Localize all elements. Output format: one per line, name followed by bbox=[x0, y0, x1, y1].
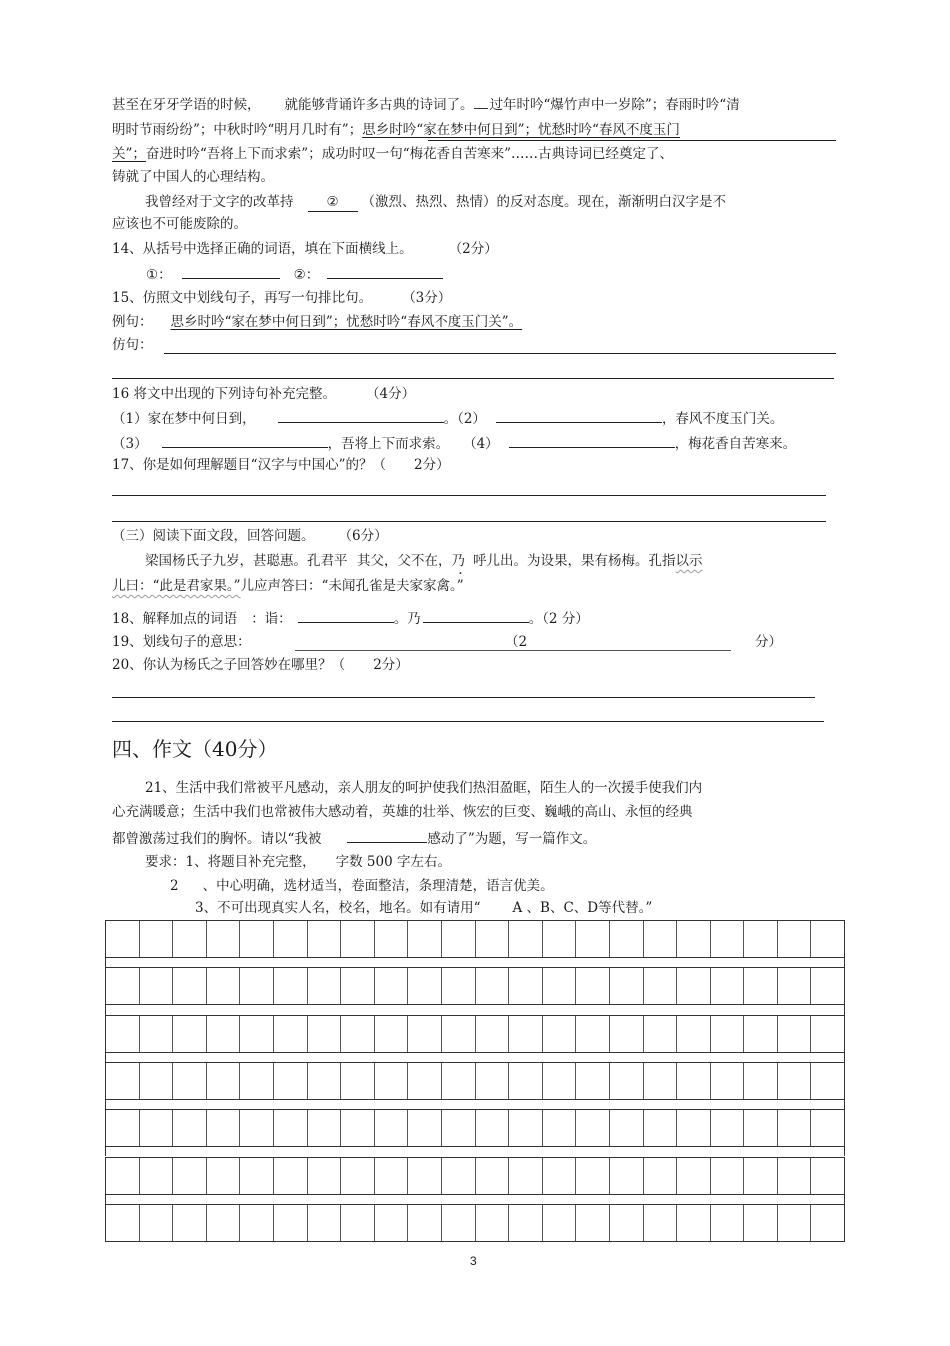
grid-cell[interactable] bbox=[308, 968, 342, 1004]
grid-cell[interactable] bbox=[811, 1110, 844, 1146]
score: （3分） bbox=[402, 290, 452, 306]
requirement-text: A 、B、C、D等代替。” bbox=[512, 900, 653, 916]
answer-blank-nai[interactable] bbox=[423, 608, 529, 623]
grid-cell[interactable] bbox=[576, 1063, 610, 1099]
essay-prompt-line-2: 心充满暖意；生活中我们也常被伟大感动着，英雄的壮举、恢宏的巨变、巍峨的高山、永恒的经典 bbox=[112, 804, 693, 820]
grid-row bbox=[105, 1015, 845, 1053]
grid-cell[interactable] bbox=[308, 1110, 342, 1146]
grid-cell[interactable] bbox=[543, 1063, 577, 1099]
grid-cell[interactable] bbox=[207, 1063, 241, 1099]
reading-text: 呼儿出。为设果，果有杨梅。孔指 bbox=[473, 553, 676, 569]
grid-cell[interactable] bbox=[644, 1063, 678, 1099]
reading-passage-line-1 bbox=[145, 552, 733, 570]
grid-cell[interactable] bbox=[240, 1205, 274, 1241]
grid-row bbox=[105, 1062, 845, 1100]
essay-prompt-line-1: 21、生活中我们常被平凡感动，亲人朋友的呵护使我们热泪盈眶，陌生人的一次援手使我们内 bbox=[145, 780, 703, 796]
grid-cell[interactable] bbox=[811, 968, 844, 1004]
answer-blank-2[interactable] bbox=[327, 264, 443, 279]
grid-cell[interactable] bbox=[274, 1158, 308, 1194]
grid-cell[interactable] bbox=[778, 921, 812, 957]
passage-text: 过年时吟“爆竹声中一岁除”；春雨时吟“清 bbox=[489, 97, 740, 113]
grid-cell[interactable] bbox=[610, 1016, 644, 1052]
grid-cell[interactable] bbox=[274, 1110, 308, 1146]
score: （2分） bbox=[448, 241, 498, 257]
requirement-1 bbox=[145, 853, 451, 871]
grid-cell[interactable] bbox=[644, 921, 678, 957]
grid-cell[interactable] bbox=[173, 1205, 207, 1241]
grid-cell[interactable] bbox=[106, 921, 140, 957]
grid-cell[interactable] bbox=[543, 1205, 577, 1241]
question-text: 17、你是如何理解题目“汉字与中国心”的？（ bbox=[112, 457, 386, 473]
answer-blank[interactable] bbox=[278, 408, 444, 423]
grid-cell[interactable] bbox=[140, 1158, 174, 1194]
grid-cell[interactable] bbox=[106, 968, 140, 1004]
grid-cell[interactable] bbox=[543, 1016, 577, 1052]
passage-line-1 bbox=[112, 96, 740, 114]
item-label: （1）家在梦中何日到， bbox=[112, 411, 256, 427]
label: 。乃 bbox=[393, 611, 421, 627]
grid-cell[interactable] bbox=[543, 1158, 577, 1194]
grid-cell[interactable] bbox=[308, 1205, 342, 1241]
example-sentence: 思乡时吟“家在梦中何日到”；忧愁时吟“春风不度玉门关”。 bbox=[170, 314, 523, 330]
grid-cell[interactable] bbox=[140, 1205, 174, 1241]
grid-cell[interactable] bbox=[778, 1016, 812, 1052]
section-4-heading: 四、作文（40分） bbox=[112, 737, 278, 761]
grid-row-gap bbox=[105, 1147, 845, 1156]
prompt-text: 感动了”为题，写一篇作文。 bbox=[427, 831, 597, 847]
title-blank[interactable] bbox=[347, 828, 427, 843]
requirement-2 bbox=[170, 877, 554, 895]
question-text: 19、划线句子的意思： bbox=[112, 634, 251, 650]
grid-cell[interactable] bbox=[308, 1063, 342, 1099]
grid-cell[interactable] bbox=[677, 1205, 711, 1241]
grid-cell[interactable] bbox=[207, 968, 241, 1004]
grid-cell[interactable] bbox=[341, 1016, 375, 1052]
grid-cell[interactable] bbox=[173, 968, 207, 1004]
score: （6分） bbox=[338, 528, 388, 544]
answer-line[interactable] bbox=[112, 495, 826, 496]
grid-cell[interactable] bbox=[509, 1110, 543, 1146]
grid-cell[interactable] bbox=[274, 1205, 308, 1241]
grid-cell[interactable] bbox=[207, 1016, 241, 1052]
passage-text: 我曾经对于文字的改革持 bbox=[145, 194, 294, 210]
grid-cell[interactable] bbox=[207, 1158, 241, 1194]
grid-cell[interactable] bbox=[408, 921, 442, 957]
grid-cell[interactable] bbox=[576, 1205, 610, 1241]
section-title: （三）阅读下面文段，回答问题。 bbox=[112, 528, 315, 544]
answer-label-2: ②： bbox=[293, 267, 320, 283]
grid-cell[interactable] bbox=[610, 921, 644, 957]
grid-cell[interactable] bbox=[476, 968, 510, 1004]
grid-cell[interactable] bbox=[274, 1063, 308, 1099]
grid-cell[interactable] bbox=[744, 1205, 778, 1241]
grid-cell[interactable] bbox=[576, 921, 610, 957]
passage-line-6: 应该也不可能废除的。 bbox=[112, 216, 247, 232]
answer-line[interactable] bbox=[112, 378, 834, 379]
grid-cell[interactable] bbox=[644, 1205, 678, 1241]
grid-cell[interactable] bbox=[811, 1158, 844, 1194]
grid-row bbox=[105, 920, 845, 958]
grid-row bbox=[105, 967, 845, 1005]
grid-cell[interactable] bbox=[140, 1063, 174, 1099]
passage-text: 明时节雨纷纷”；中秋时吟“明月几时有”； bbox=[112, 122, 363, 138]
question-text: 18、解释加点的词语 bbox=[112, 611, 238, 627]
grid-cell[interactable] bbox=[308, 1016, 342, 1052]
grid-cell[interactable] bbox=[106, 1205, 140, 1241]
grid-cell[interactable] bbox=[240, 1063, 274, 1099]
wavy-underlined-sentence: 以示 bbox=[675, 553, 703, 569]
grid-cell[interactable] bbox=[811, 1205, 844, 1241]
grid-cell[interactable] bbox=[375, 1110, 409, 1146]
wavy-underlined-sentence: 儿曰：“此是君家果。” bbox=[112, 578, 241, 594]
grid-cell[interactable] bbox=[140, 968, 174, 1004]
grid-cell[interactable] bbox=[677, 1063, 711, 1099]
grid-cell[interactable] bbox=[677, 1110, 711, 1146]
section-3-heading bbox=[112, 527, 388, 545]
grid-cell[interactable] bbox=[375, 921, 409, 957]
blank-2[interactable]: ② bbox=[308, 193, 358, 212]
grid-cell[interactable] bbox=[106, 1158, 140, 1194]
underlined-sentence-end: 关”； bbox=[112, 146, 146, 162]
answer-blank[interactable] bbox=[496, 408, 662, 423]
grid-row-gap bbox=[105, 1005, 845, 1014]
grid-cell[interactable] bbox=[240, 968, 274, 1004]
grid-row bbox=[105, 1109, 845, 1147]
grid-cell[interactable] bbox=[811, 921, 844, 957]
item-label: （4） bbox=[463, 436, 499, 452]
grid-cell[interactable] bbox=[778, 968, 812, 1004]
grid-row-gap bbox=[105, 1195, 845, 1204]
essay-prompt-line-3 bbox=[112, 828, 596, 848]
question-17 bbox=[112, 456, 450, 474]
grid-row-gap bbox=[105, 1100, 845, 1109]
grid-cell[interactable] bbox=[442, 1110, 476, 1146]
grid-cell[interactable] bbox=[509, 921, 543, 957]
answer-line[interactable] bbox=[112, 697, 815, 698]
grid-cell[interactable] bbox=[711, 1110, 745, 1146]
requirement-3 bbox=[195, 899, 652, 917]
grid-cell[interactable] bbox=[576, 968, 610, 1004]
grid-cell[interactable] bbox=[744, 1110, 778, 1146]
grid-cell[interactable] bbox=[744, 921, 778, 957]
grid-cell[interactable] bbox=[509, 1063, 543, 1099]
grid-cell[interactable] bbox=[408, 1205, 442, 1241]
grid-cell[interactable] bbox=[610, 1205, 644, 1241]
grid-cell[interactable] bbox=[240, 1158, 274, 1194]
question-16 bbox=[112, 385, 415, 403]
grid-cell[interactable] bbox=[442, 1063, 476, 1099]
grid-cell[interactable] bbox=[408, 1016, 442, 1052]
requirement-text: 3、不可出现真实人名，校名，地名。如有请用“ bbox=[195, 900, 481, 916]
passage-text: 甚至在牙牙学语的时候， bbox=[112, 97, 261, 113]
grid-cell[interactable] bbox=[173, 1158, 207, 1194]
item-label: （2） bbox=[457, 411, 486, 427]
answer-blank-yi[interactable] bbox=[298, 608, 394, 623]
page-number: 3 bbox=[470, 1254, 477, 1268]
item-end: ，春风不度玉门关。 bbox=[661, 411, 784, 427]
passage-line-2 bbox=[112, 121, 690, 139]
item-end: ，梅花香自苦寒来。 bbox=[674, 436, 797, 452]
grid-cell[interactable] bbox=[408, 1063, 442, 1099]
grid-cell[interactable] bbox=[476, 1016, 510, 1052]
grid-row-gap bbox=[105, 958, 845, 967]
grid-cell[interactable] bbox=[173, 921, 207, 957]
grid-cell[interactable] bbox=[811, 1016, 844, 1052]
grid-cell[interactable] bbox=[509, 968, 543, 1004]
requirement-text: 字数 500 字左右。 bbox=[335, 854, 451, 870]
answer-line[interactable] bbox=[164, 353, 836, 354]
grid-cell[interactable] bbox=[476, 1063, 510, 1099]
answer-blank[interactable] bbox=[509, 433, 675, 448]
grid-cell[interactable] bbox=[106, 1016, 140, 1052]
grid-cell[interactable] bbox=[744, 968, 778, 1004]
grid-cell[interactable] bbox=[408, 1110, 442, 1146]
grid-cell[interactable] bbox=[543, 921, 577, 957]
grid-cell[interactable] bbox=[711, 1205, 745, 1241]
reading-text: 儿应声答曰：“未闻孔雀是夫家家禽。” bbox=[240, 578, 464, 594]
grid-cell[interactable] bbox=[476, 1110, 510, 1146]
grid-cell[interactable] bbox=[442, 1158, 476, 1194]
grid-cell[interactable] bbox=[442, 968, 476, 1004]
question-15 bbox=[112, 289, 451, 307]
grid-cell[interactable] bbox=[476, 1205, 510, 1241]
grid-cell[interactable] bbox=[509, 1158, 543, 1194]
grid-cell[interactable] bbox=[610, 968, 644, 1004]
grid-cell[interactable] bbox=[509, 1205, 543, 1241]
question-14 bbox=[112, 240, 498, 258]
answer-blank-1[interactable] bbox=[182, 264, 280, 279]
grid-cell[interactable] bbox=[140, 1110, 174, 1146]
question-16-row-2 bbox=[112, 433, 796, 453]
grid-cell[interactable] bbox=[240, 1016, 274, 1052]
passage-line-4: 铸就了中国人的心理结构。 bbox=[112, 169, 274, 185]
grid-cell[interactable] bbox=[644, 1016, 678, 1052]
score: 2分） bbox=[373, 657, 409, 673]
grid-row bbox=[105, 1204, 845, 1242]
grid-cell[interactable] bbox=[173, 1110, 207, 1146]
passage-line-3 bbox=[112, 145, 673, 163]
grid-row-gap bbox=[105, 1053, 845, 1062]
grid-cell[interactable] bbox=[341, 1205, 375, 1241]
grid-cell[interactable] bbox=[341, 1158, 375, 1194]
passage-text: 奋进时吟“吾将上下而求索”；成功时叹一句“梅花香自苦寒来”……古典诗词已经奠定了、 bbox=[145, 146, 674, 162]
grid-cell[interactable] bbox=[375, 1158, 409, 1194]
grid-cell[interactable] bbox=[375, 1016, 409, 1052]
grid-cell[interactable] bbox=[408, 1158, 442, 1194]
dotted-word-yi bbox=[348, 553, 362, 569]
grid-cell[interactable] bbox=[341, 1063, 375, 1099]
underlined-sentence: 思乡时吟“家在梦中何日到”；忧愁时吟“春风不度玉门 bbox=[362, 122, 680, 138]
answer-blank[interactable] bbox=[162, 433, 328, 448]
requirement-text: 、中心明确，选材适当，卷面整洁，条理清楚，语言优美。 bbox=[202, 878, 554, 894]
grid-cell[interactable] bbox=[106, 1063, 140, 1099]
item-label: （3） bbox=[112, 436, 148, 452]
grid-cell[interactable] bbox=[140, 921, 174, 957]
question-text: 16 将文中出现的下列诗句补充完整。 bbox=[112, 386, 336, 402]
grid-cell[interactable] bbox=[274, 1016, 308, 1052]
grid-cell[interactable] bbox=[811, 1063, 844, 1099]
score: （4分） bbox=[365, 386, 416, 402]
grid-cell[interactable] bbox=[408, 968, 442, 1004]
grid-cell[interactable] bbox=[173, 1063, 207, 1099]
grid-cell[interactable] bbox=[442, 921, 476, 957]
dotted-word-nai: 乃 bbox=[451, 553, 465, 569]
grid-cell[interactable] bbox=[576, 1016, 610, 1052]
grid-cell[interactable] bbox=[341, 968, 375, 1004]
requirement-number: 2 bbox=[170, 878, 179, 894]
question-text: 20、你认为杨氏之子回答妙在哪里？（ bbox=[112, 657, 346, 673]
grid-cell[interactable] bbox=[644, 1158, 678, 1194]
grid-cell[interactable] bbox=[644, 1110, 678, 1146]
grid-cell[interactable] bbox=[442, 1205, 476, 1241]
grid-cell[interactable] bbox=[375, 1063, 409, 1099]
question-19 bbox=[112, 633, 251, 651]
prompt-text: 都曾激荡过我们的胸怀。请以“我被 bbox=[112, 831, 322, 847]
answer-line[interactable] bbox=[112, 721, 824, 722]
grid-cell[interactable] bbox=[711, 1158, 745, 1194]
grid-cell[interactable] bbox=[308, 1158, 342, 1194]
question-16-row-1 bbox=[112, 408, 783, 428]
question-15-example bbox=[112, 313, 536, 331]
passage-text: 就能够背诵许多古典的诗词了。 bbox=[284, 97, 474, 113]
grid-cell[interactable] bbox=[341, 1110, 375, 1146]
grid-cell[interactable] bbox=[375, 968, 409, 1004]
grid-cell[interactable] bbox=[778, 1158, 812, 1194]
reading-text: 梁国杨氏子九岁，甚聪惠。孔君平 bbox=[145, 553, 348, 569]
grid-cell[interactable] bbox=[677, 1158, 711, 1194]
grid-cell[interactable] bbox=[677, 968, 711, 1004]
question-text: 14、从括号中选择正确的词语，填在下面横线上。 bbox=[112, 241, 413, 257]
label: ：诣： bbox=[251, 611, 292, 627]
grid-cell[interactable] bbox=[240, 1110, 274, 1146]
reading-text: 其父，父不在， bbox=[357, 553, 452, 569]
grid-cell[interactable] bbox=[778, 1063, 812, 1099]
grid-cell[interactable] bbox=[778, 1110, 812, 1146]
grid-cell[interactable] bbox=[509, 1016, 543, 1052]
score: （2 bbox=[505, 634, 528, 650]
grid-cell[interactable] bbox=[711, 921, 745, 957]
grid-cell[interactable] bbox=[711, 968, 745, 1004]
grid-cell[interactable] bbox=[543, 1110, 577, 1146]
example-label: 例句： bbox=[112, 314, 153, 330]
grid-cell[interactable] bbox=[711, 1063, 745, 1099]
passage-text: （激烈、热烈、热情）的反对态度。现在，渐渐明白汉字是不 bbox=[361, 194, 726, 210]
grid-cell[interactable] bbox=[610, 1063, 644, 1099]
question-14-answers bbox=[146, 264, 443, 284]
reading-passage-line-2 bbox=[112, 577, 464, 595]
punct: 。 bbox=[443, 411, 458, 427]
imitate-label: 仿句： bbox=[112, 337, 153, 353]
grid-cell[interactable] bbox=[442, 1016, 476, 1052]
question-18 bbox=[112, 608, 589, 628]
grid-cell[interactable] bbox=[644, 968, 678, 1004]
item-end: ，吾将上下而求索。 bbox=[327, 436, 450, 452]
grid-cell[interactable] bbox=[543, 968, 577, 1004]
question-20 bbox=[112, 656, 409, 674]
score: 分） bbox=[755, 634, 782, 650]
score: 。（2 分） bbox=[528, 611, 589, 627]
grid-cell[interactable] bbox=[610, 1110, 644, 1146]
grid-cell[interactable] bbox=[173, 1016, 207, 1052]
grid-cell[interactable] bbox=[207, 1205, 241, 1241]
grid-cell[interactable] bbox=[778, 1205, 812, 1241]
grid-cell[interactable] bbox=[476, 921, 510, 957]
grid-cell[interactable] bbox=[375, 1205, 409, 1241]
grid-cell[interactable] bbox=[106, 1110, 140, 1146]
grid-cell[interactable] bbox=[207, 921, 241, 957]
grid-cell[interactable] bbox=[476, 1158, 510, 1194]
grid-cell[interactable] bbox=[744, 1158, 778, 1194]
grid-cell[interactable] bbox=[341, 921, 375, 957]
grid-cell[interactable] bbox=[140, 1016, 174, 1052]
grid-cell[interactable] bbox=[744, 1063, 778, 1099]
grid-cell[interactable] bbox=[274, 921, 308, 957]
answer-label-1: ①： bbox=[146, 267, 172, 283]
grid-cell[interactable] bbox=[677, 921, 711, 957]
grid-row bbox=[105, 1157, 845, 1195]
grid-cell[interactable] bbox=[711, 1016, 745, 1052]
score: 2分） bbox=[413, 457, 450, 473]
grid-cell[interactable] bbox=[744, 1016, 778, 1052]
passage-line-5 bbox=[145, 193, 726, 212]
grid-cell[interactable] bbox=[610, 1158, 644, 1194]
grid-cell[interactable] bbox=[207, 1110, 241, 1146]
answer-line[interactable] bbox=[112, 521, 826, 522]
grid-cell[interactable] bbox=[240, 921, 274, 957]
grid-cell[interactable] bbox=[576, 1110, 610, 1146]
grid-cell[interactable] bbox=[274, 968, 308, 1004]
underline bbox=[428, 140, 836, 141]
question-text: 15、仿照文中划线句子，再写一句排比句。 bbox=[112, 290, 373, 306]
grid-cell[interactable] bbox=[576, 1158, 610, 1194]
requirement-text: 要求：1、将题目补充完整， bbox=[145, 854, 316, 870]
grid-cell[interactable] bbox=[308, 921, 342, 957]
grid-cell[interactable] bbox=[677, 1016, 711, 1052]
